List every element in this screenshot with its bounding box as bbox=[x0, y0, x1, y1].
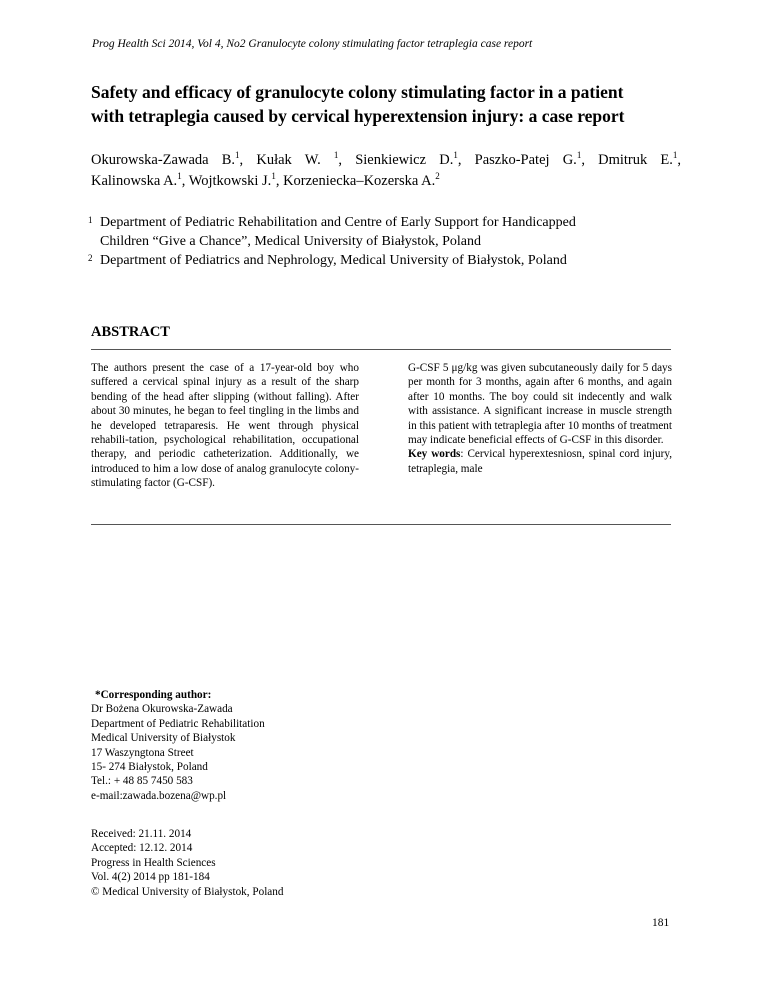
author-affiliation-mark: 1 bbox=[177, 171, 182, 181]
abstract-right-column bbox=[408, 361, 672, 476]
running-header: Prog Health Sci 2014, Vol 4, No2 Granulocyte colony stimulating factor tetraplegia case report bbox=[92, 38, 533, 50]
corresponding-line: Tel.: + 48 85 7450 583 bbox=[91, 775, 193, 788]
author-name: Okurowska-Zawada B. bbox=[91, 152, 236, 168]
corresponding-email[interactable]: e-mail:zawada.bozena@wp.pl bbox=[91, 789, 227, 802]
publication-line: Accepted: 12.12. 2014 bbox=[91, 842, 193, 855]
author-name: Dmitruk E. bbox=[598, 152, 673, 168]
author-line-1: Okurowska-Zawada B.$^1$, Kułak W. $^1$, Sienkiewicz D.$^1$, Paszko-Patej G.$^1$, Dmitruk E.$^1$, bbox=[91, 150, 682, 168]
title-line-2: with tetraplegia caused by cervical hyperextension injury: a case report bbox=[91, 106, 625, 126]
publication-line: Progress in Health Sciences bbox=[91, 856, 216, 869]
abstract-right-text: G-CSF 5 μg/kg was given subcutaneously daily for 5 days per month for 3 months, again after 6 months, and again after 10 months. The boy could sit indecently and walk with assistance. A significant increase in muscle strength in this patient with tetraplegia after 10 months of treatment may indicate beneficial effects of G-CSF in this disorder. bbox=[408, 362, 672, 447]
publication-info bbox=[91, 827, 283, 899]
author-line-2: Kalinowska A.$^1$, Wojtkowski J.$^1$, Korzeniecka–Kozerska A.$^2$ bbox=[91, 171, 440, 189]
affiliation-2: 2 Department of Pediatrics and Nephrology, Medical University of Białystok, Poland bbox=[88, 251, 688, 270]
publication-line: © Medical University of Białystok, Poland bbox=[91, 885, 284, 898]
author-name: Korzeniecka–Kozerska A. bbox=[283, 173, 436, 189]
author-name: Wojtkowski J. bbox=[188, 173, 272, 189]
author-affiliation-mark: 1 bbox=[453, 150, 458, 160]
corresponding-line: Dr Bożena Okurowska-Zawada bbox=[91, 703, 233, 716]
affiliation-text: Department of Pediatric Rehabilitation and Centre of Early Support for Handicapped bbox=[100, 215, 576, 230]
corresponding-line: 17 Waszyngtona Street bbox=[91, 746, 194, 759]
page-number: 181 bbox=[652, 917, 670, 929]
publication-line: Vol. 4(2) 2014 pp 181-184 bbox=[91, 871, 210, 884]
keywords bbox=[408, 447, 672, 476]
author-name: Kułak W. bbox=[256, 152, 334, 168]
author-name: Sienkiewicz D. bbox=[355, 152, 454, 168]
corresponding-author bbox=[91, 688, 265, 803]
author-list bbox=[91, 150, 681, 192]
divider-bottom bbox=[91, 524, 671, 525]
author-affiliation-mark: 1 bbox=[271, 171, 276, 181]
affiliation-text: Children “Give a Chance”, Medical University of Białystok, Poland bbox=[100, 234, 482, 249]
author-affiliation-mark: 1 bbox=[576, 150, 582, 160]
author-affiliation-mark: 1 bbox=[333, 150, 339, 160]
keywords-text: : Cervical hyperextesniosn, spinal cord injury, tetraplegia, male bbox=[408, 448, 672, 475]
divider-top bbox=[91, 349, 671, 350]
author-affiliation-mark: 1 bbox=[672, 150, 678, 160]
corresponding-line: Department of Pediatric Rehabilitation bbox=[91, 717, 265, 730]
keywords-label: Key words bbox=[408, 448, 461, 461]
author-name: Kalinowska A. bbox=[91, 173, 178, 189]
author-affiliation-mark: 1 bbox=[235, 150, 240, 160]
author-affiliation-mark: 2 bbox=[435, 171, 440, 181]
affiliation-text: Department of Pediatrics and Nephrology, Medical University of Białystok, Poland bbox=[100, 253, 567, 268]
abstract-heading: ABSTRACT bbox=[91, 324, 170, 340]
corresponding-heading: *Corresponding author: bbox=[95, 689, 212, 701]
article-title bbox=[91, 80, 681, 128]
corresponding-line: Medical University of Białystok bbox=[91, 732, 236, 745]
title-line-1: Safety and efficacy of granulocyte colony stimulating factor in a patient bbox=[91, 82, 624, 102]
affiliations bbox=[88, 213, 688, 270]
abstract-left-column: The authors present the case of a 17-year-old boy who suffered a cervical spinal injury as a result of the sharp bending of the head after slipping (without falling). After about 30 minutes, he began to feel tingling in the limbs and he developed tetraparesis. He went through physical rehabili-tation, psychological rehabilitation, occupational therapy, and periodic catheterization. Additionally, we introduced to him a low dose of analog granulocyte colony-stimulating factor (G-CSF). bbox=[91, 362, 359, 490]
corresponding-line: 15- 274 Białystok, Poland bbox=[91, 761, 208, 774]
affiliation-1: 1 Department of Pediatric Rehabilitation and Centre of Early Support for Handicapped Children “Give a Chance”, Medical University of Białystok, Poland bbox=[88, 213, 688, 251]
author-name: Paszko-Patej G. bbox=[474, 152, 577, 168]
publication-line: Received: 21.11. 2014 bbox=[91, 828, 192, 840]
